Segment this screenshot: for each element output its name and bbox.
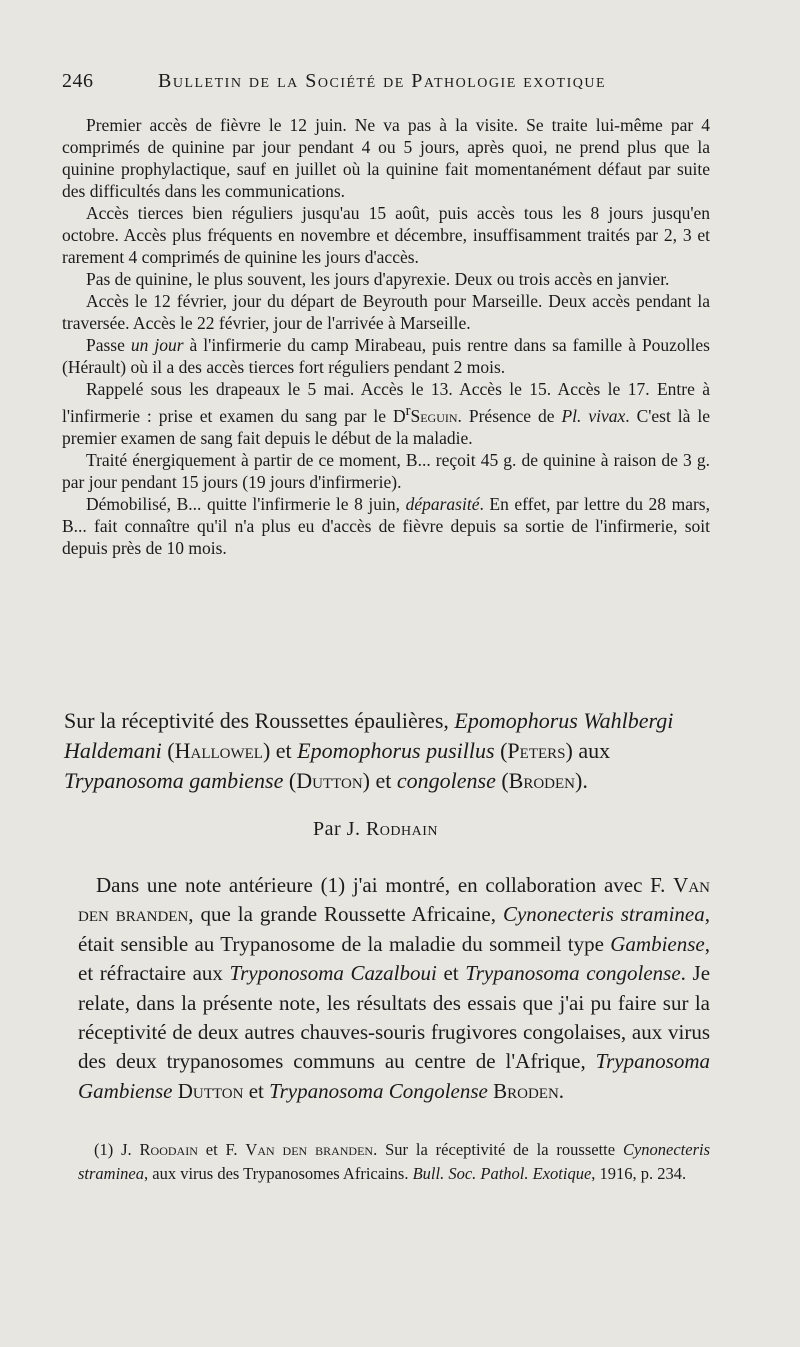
article-body <box>78 871 710 1106</box>
paragraph <box>62 378 710 449</box>
text-run: , aux virus des Trypanosomes Africains. <box>144 1164 413 1183</box>
species-name: Cynonecteris straminea <box>502 902 705 927</box>
text-run: , était sensible au Trypanosome de la maladie du sommeil type <box>78 902 710 956</box>
text-run: à l'infirmerie du camp Mirabeau, puis rentre dans sa famille à Pouzolles (Hérault) où il a des accès tierces fort réguliers pendant 2 mois. <box>62 335 710 377</box>
paragraph <box>62 334 710 378</box>
title-text: Sur la réceptivité des Roussettes épaulières, <box>64 708 455 733</box>
text-run: . Sur la réceptivité de la roussette <box>373 1140 623 1159</box>
article-title <box>64 706 714 796</box>
author-name: Van den branden <box>78 873 710 927</box>
byline-author: Rodhain <box>365 818 439 840</box>
author-name: Peters <box>507 738 566 763</box>
text-run: et <box>436 961 466 986</box>
title-text: ) et <box>362 768 397 793</box>
title-text: ( <box>283 768 297 793</box>
paragraph: Accès le 12 février, jour du départ de Beyrouth pour Marseille. Deux accès pendant la traversée. Accès le 22 février, jour de l'arrivée à Marseille. <box>62 291 710 333</box>
text-run: . Présence de <box>457 405 562 426</box>
species-name: Epomophorus pusillus <box>297 738 495 763</box>
paragraph <box>78 871 710 1106</box>
species-name: Gambiense <box>610 931 705 956</box>
paragraph: Accès tierces bien réguliers jusqu'au 15 août, puis accès tous les 8 jours jusqu'en octobre. Accès plus fréquents en novembre et décembre, insuffisamment traités par 2, 3 et rarement 4 comprimés de quinine les jours d'accès. <box>62 203 710 267</box>
text-run: . C'est là le premier examen de sang fait depuis le début de la maladie. <box>62 405 711 448</box>
title-text: ( <box>161 738 175 763</box>
text-run: Démobilisé, B... quitte l'infirmerie le 8 juin, <box>86 493 406 514</box>
paragraph: Traité énergiquement à partir de ce moment, B... reçoit 45 g. de quinine à raison de 3 g. par jour pendant 15 jours (19 jours d'infirmerie). <box>62 449 710 492</box>
title-text: ( <box>495 768 509 793</box>
running-head: Bulletin de la Société de Pathologie exotique <box>158 70 607 92</box>
emphasis: Pl. vivax <box>561 405 626 426</box>
title-text: ( <box>494 738 508 763</box>
author-name: Roodain <box>139 1140 198 1159</box>
text-run: . En effet, par lettre du 28 mars, B... fait connaître qu'il n'a plus eu d'accès de fièvre depuis sa sortie de l'infirmerie, soit depuis près de 10 mois. <box>62 493 710 558</box>
species-name: Trypanosoma Gambiense <box>78 1049 710 1103</box>
title-text: ) aux <box>565 738 611 763</box>
text-run: Passe <box>86 335 131 355</box>
text-run: , et réfractaire aux <box>78 931 710 986</box>
text-run: . <box>558 1078 565 1103</box>
case-report-text <box>62 114 710 559</box>
author-name: Broden <box>493 1078 559 1103</box>
author-name: Hallowel <box>174 738 263 763</box>
text-run: et <box>243 1078 270 1103</box>
superscript: r <box>405 403 411 419</box>
paragraph <box>62 493 710 559</box>
species-name: Trypanosoma Congolense <box>269 1078 488 1103</box>
text-run: . Je relate, dans la présente note, les résultats des essais que j'ai pu faire sur la réceptivité de deux autres chauves-souris frugivores congolaises, aux virus des deux trypanosomes communs au centre de l'Afrique, <box>78 961 711 1074</box>
title-text: ). <box>575 768 588 793</box>
emphasis: déparasité <box>405 493 480 514</box>
page-header <box>62 70 712 100</box>
journal-name: Bull. Soc. Pathol. Exotique <box>412 1164 592 1183</box>
emphasis: un jour <box>130 335 184 355</box>
title-text: ) et <box>262 738 298 763</box>
author-name: Broden <box>508 768 576 793</box>
author-name: Van den branden <box>245 1140 374 1159</box>
species-name: Trypanosoma gambiense <box>64 768 284 793</box>
paragraph: Pas de quinine, le plus souvent, les jours d'apyrexie. Deux ou trois accès en janvier. <box>86 269 670 289</box>
text-run: Dans une note antérieure (1) j'ai montré, en collaboration avec F. <box>96 873 674 897</box>
species-name: Trypanosoma congolense <box>465 961 681 986</box>
byline <box>313 818 438 841</box>
footnote-text <box>78 1138 710 1186</box>
author-name: Dutton <box>296 768 363 793</box>
text-run: (1) J. <box>94 1140 140 1159</box>
species-name: Cynonecteris straminea <box>78 1140 711 1183</box>
species-name: congolense <box>396 768 496 793</box>
text-run: et F. <box>197 1140 246 1159</box>
author-name: Dutton <box>177 1078 244 1103</box>
doctor-name: Seguin <box>410 405 458 426</box>
species-name: Tryponosoma Cazalboui <box>229 961 437 986</box>
species-name: Epomophorus Wahlbergi Haldemani <box>64 708 674 763</box>
text-run: , 1916, p. 234. <box>591 1164 687 1183</box>
footnote <box>78 1138 710 1186</box>
text-run: Rappelé sous les drapeaux le 5 mai. Accès le 13. Accès le 15. Accès le 17. Entre à l'infirmerie : prise et examen du sang par le D <box>62 379 710 426</box>
page-number: 246 <box>62 70 94 92</box>
paragraph: Premier accès de fièvre le 12 juin. Ne va pas à la visite. Se traite lui-même par 4 comprimés de quinine par jour pendant 4 ou 5 jours, après quoi, ne prend plus que la quinine prophylactique, sauf en juillet où la quinine fait momentanément défaut par suite des difficultés dans les communications. <box>62 115 710 201</box>
text-run: , que la grande Roussette Africaine, <box>188 902 503 927</box>
byline-prefix: Par J. <box>313 818 366 840</box>
